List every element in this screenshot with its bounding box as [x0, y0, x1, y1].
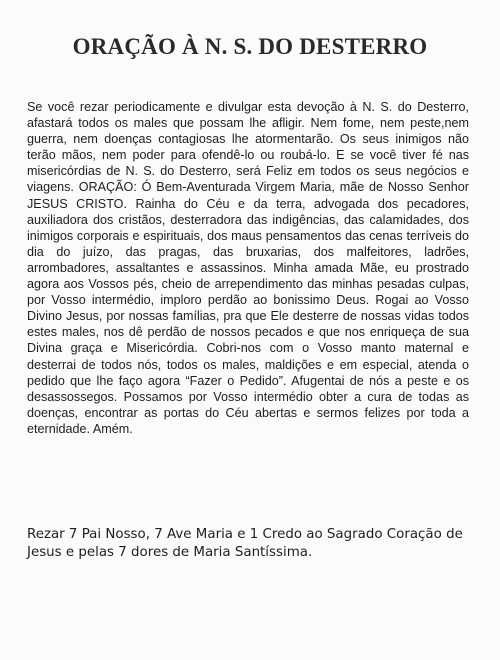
- intro-paragraph: [27, 99, 469, 437]
- prayer-body: [27, 99, 469, 437]
- page-title: ORAÇÃO À N. S. DO DESTERRO: [72, 34, 428, 59]
- prayer-label: ORAÇÃO:: [78, 180, 137, 195]
- prayer-text: Ó Bem-Aventurada Virgem Maria, mãe de Nosso Senhor JESUS CRISTO. Rainha do Céu e da terra, advogada dos pecadores, auxiliadora dos cristãos, desterradora das indigências, das calamidades, dos inimigos corporais e espirituais, dos maus pensamentos das cenas terríveis do dia do juízo, das pragas, das bruxarias, dos malfeitores, ladrões, arrombadores, assaltantes e assassinos. Minha amada Mãe, eu prostrado agora aos Vossos pés, cheio de arrependimento das minhas pesadas culpas, por Vosso intermédio, imploro perdão ao bonissimo Deus. Rogai ao Vosso Divino Jesus, por nossas famílias, pra que Ele desterre de nossas vidas todos estes males, nos dê perdão de nossos pecados e que nos enriqueça de sua Divina graça e Misericórdia. Cobri-nos com o Vosso manto maternal e desterrai de todos nós, todos os males, maldições e em especial, atenda o pedido que lhe faço agora “Fazer o Pedido”. Afugentai de nós a peste e os desassossegos. Possamos por Vosso intermédio obter a cura de todas as doenças, encontrar as portas do Céu abertas e sermos felizes por toda a eternidade. Amém.: [27, 180, 469, 436]
- intro-text: Se você rezar periodicamente e divulgar esta devoção à N. S. do Desterro, afastará todos os males que possam lhe afligir. Nem fome, nem peste,nem guerra, nem doenças contagiosas lhe atormentarão. Os seus inimigos não terão mãos, nem poder para ofendê-lo ou roubá-lo. E se você tiver fé nas misericórdias de N. S. do Desterro, será Feliz em todos os seus negócios e viagens.: [27, 100, 469, 195]
- footer-instructions: Rezar 7 Pai Nosso, 7 Ave Maria e 1 Credo ao Sagrado Coração de Jesus e pelas 7 dores de Maria Santíssima.: [27, 527, 463, 560]
